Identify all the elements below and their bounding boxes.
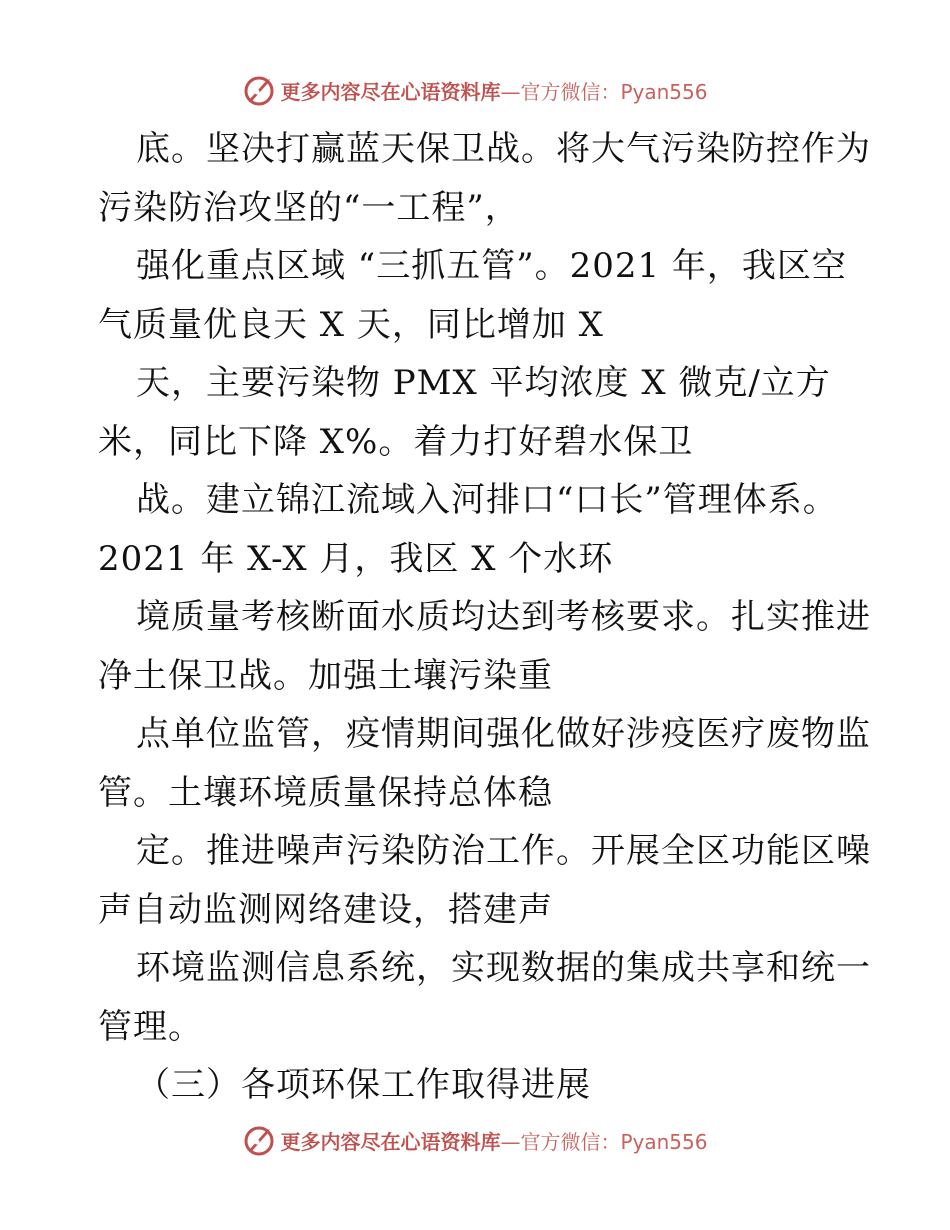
text-line-1: 底。坚决打赢蓝天保卫战。将大气污染防控作为	[136, 129, 871, 169]
text-line-2: 污染防治攻坚的“一工程”，	[98, 187, 520, 228]
watermark-main-text: 更多内容尽在心语资料库	[280, 1129, 501, 1154]
quill-logo-icon	[242, 1123, 276, 1157]
document-body	[98, 120, 871, 1115]
text-line-7: 战。建立锦江流域入河排口“口长”管理体系。	[136, 480, 838, 520]
watermark-footer	[0, 1122, 950, 1158]
section-heading: （三）各项环保工作取得进展	[136, 1065, 591, 1105]
text-line-4: 气质量优良天 X 天，同比增加 X	[98, 304, 604, 345]
text-line-13: 定。推进噪声污染防治工作。开展全区功能区噪	[136, 831, 871, 871]
text-line-9: 境质量考核断面水质均达到考核要求。扎实推进	[136, 597, 871, 637]
text-line-8: 2021 年 X-X 月，我区 X 个水环	[98, 538, 614, 579]
text-line-16: 管理。	[98, 1006, 203, 1047]
watermark-sub-text: —官方微信：Pyan556	[500, 1129, 708, 1154]
watermark-text	[280, 1126, 707, 1155]
text-line-6: 米，同比下降 X%。着力打好碧水保卫	[98, 421, 694, 462]
text-line-11: 点单位监管，疫情期间强化做好涉疫医疗废物监	[136, 714, 871, 754]
text-line-14: 声自动监测网络建设，搭建声	[98, 889, 553, 930]
watermark-text	[280, 76, 707, 105]
watermark-sub-text: —官方微信：Pyan556	[500, 79, 708, 104]
text-line-15: 环境监测信息系统，实现数据的集成共享和统一	[136, 948, 871, 988]
watermark-main-text: 更多内容尽在心语资料库	[280, 79, 501, 104]
text-line-3: 强化重点区域 “三抓五管”。2021 年，我区空	[136, 246, 847, 286]
quill-logo-icon	[242, 73, 276, 107]
watermark-header	[0, 72, 950, 108]
text-line-10: 净土保卫战。加强土壤污染重	[98, 655, 553, 696]
text-line-12: 管。土壤环境质量保持总体稳	[98, 772, 553, 813]
text-line-5: 天，主要污染物 PMX 平均浓度 X 微克/立方	[136, 363, 831, 403]
